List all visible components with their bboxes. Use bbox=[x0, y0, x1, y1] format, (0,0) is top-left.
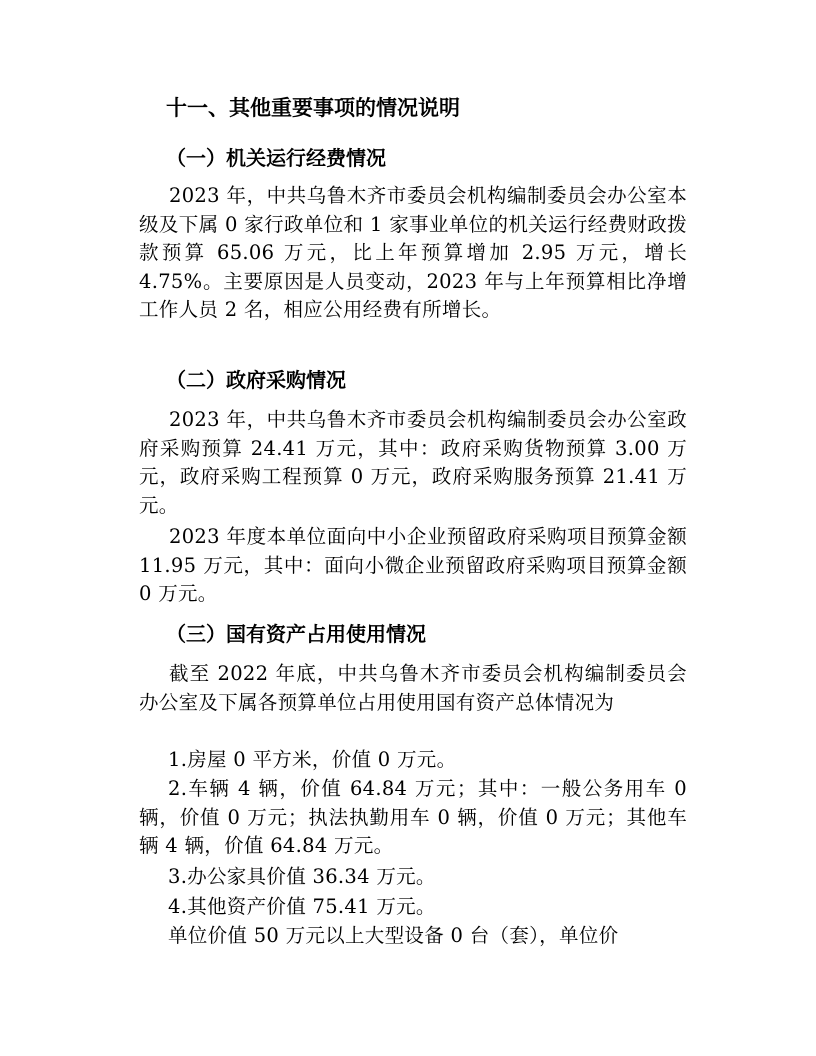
subsection-heading-procurement: （二）政府采购情况 bbox=[166, 368, 346, 392]
paragraph-sme-procurement: 2023 年度本单位面向中小企业预留政府采购项目预算金额 11.95 万元，其中：面向小微企业预留政府采购项目预算金额 0 万元。 bbox=[139, 525, 687, 605]
paragraph-operating-expenses: 2023 年，中共乌鲁木齐市委员会机构编制委员会办公室本级及下属 0 家行政单位和 1 家事业单位的机关运行经费财政拨款预算 65.06 万元，比上年预算增加 2.95 万元，增长 4.75%。主要原因是人员变动，2023 年与上年预算相比净增工作人员 2 名，相应公用经费有所增长。 bbox=[139, 184, 687, 321]
asset-item-other-assets: 4.其他资产价值 75.41 万元。 bbox=[168, 895, 436, 918]
asset-item-large-equipment: 单位价值 50 万元以上大型设备 0 台（套），单位价 bbox=[168, 924, 619, 947]
section-title: 十一、其他重要事项的情况说明 bbox=[166, 96, 460, 120]
asset-item-buildings: 1.房屋 0 平方米，价值 0 万元。 bbox=[168, 748, 457, 771]
subsection-heading-operating-expenses: （一）机关运行经费情况 bbox=[166, 146, 386, 170]
paragraph-procurement-budget: 2023 年，中共乌鲁木齐市委员会机构编制委员会办公室政府采购预算 24.41 万元，其中：政府采购货物预算 3.00 万元，政府采购工程预算 0 万元，政府采购服务预算 21.41 万元。 bbox=[139, 408, 687, 517]
asset-item-furniture: 3.办公家具价值 36.34 万元。 bbox=[168, 865, 436, 888]
asset-item-vehicles: 2.车辆 4 辆，价值 64.84 万元；其中：一般公务用车 0 辆，价值 0 万元；执法执勤用车 0 辆，价值 0 万元；其他车辆 4 辆，价值 64.84 万元。 bbox=[139, 777, 687, 857]
subsection-heading-state-assets: （三）国有资产占用使用情况 bbox=[166, 622, 426, 646]
paragraph-state-assets-intro: 截至 2022 年底，中共乌鲁木齐市委员会机构编制委员会办公室及下属各预算单位占用使用国有资产总体情况为 bbox=[139, 662, 687, 714]
